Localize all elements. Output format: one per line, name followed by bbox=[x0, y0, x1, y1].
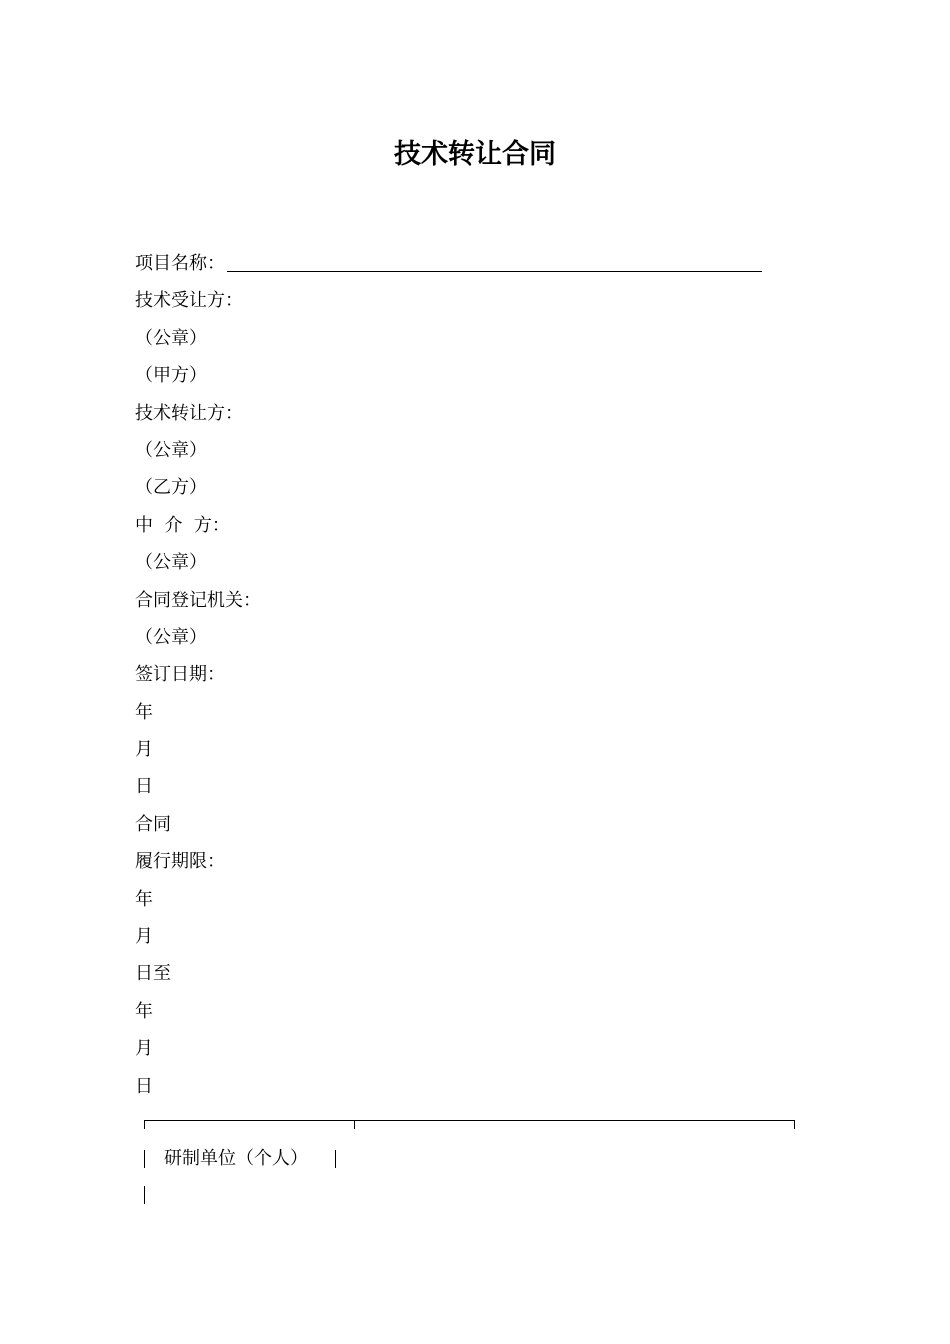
field-party-b: （乙方） bbox=[135, 477, 207, 499]
field-intermediary: 中 介 方： bbox=[135, 514, 230, 536]
field-month: 月 bbox=[135, 739, 153, 761]
field-registration-authority: 合同登记机关： bbox=[135, 589, 261, 611]
document-title: 技术转让合同 bbox=[394, 139, 556, 170]
table-corner-right bbox=[794, 1120, 795, 1129]
field-month: 月 bbox=[135, 1038, 153, 1060]
table-cell-developer: 研制单位（个人） bbox=[164, 1148, 308, 1169]
table-corner-left bbox=[144, 1120, 145, 1129]
field-year: 年 bbox=[135, 1000, 153, 1022]
table-cell-divider bbox=[335, 1150, 336, 1168]
project-name-blank bbox=[227, 249, 762, 272]
field-day: 日 bbox=[135, 1075, 153, 1097]
field-transferor: 技术转让方： bbox=[135, 402, 243, 424]
field-party-a: （甲方） bbox=[135, 365, 207, 387]
field-day-to: 日至 bbox=[135, 963, 171, 985]
field-seal: （公章） bbox=[135, 439, 207, 461]
field-signing-date: 签订日期： bbox=[135, 664, 225, 686]
field-seal: （公章） bbox=[135, 327, 207, 349]
field-contract: 合同 bbox=[135, 813, 171, 835]
field-year: 年 bbox=[135, 888, 153, 910]
field-transferee: 技术受让方： bbox=[135, 290, 243, 312]
field-day: 日 bbox=[135, 776, 153, 798]
table-left-border bbox=[144, 1150, 145, 1168]
field-month: 月 bbox=[135, 926, 153, 948]
contract-fields bbox=[135, 245, 762, 1105]
field-seal: （公章） bbox=[135, 552, 207, 574]
field-seal: （公章） bbox=[135, 626, 207, 648]
field-year: 年 bbox=[135, 701, 153, 723]
field-project-name bbox=[135, 245, 762, 282]
table-top-border bbox=[144, 1120, 795, 1121]
table-left-border bbox=[144, 1186, 145, 1204]
field-performance-period: 履行期限： bbox=[135, 851, 225, 873]
table-column-divider bbox=[354, 1120, 355, 1129]
field-label: 项目名称： bbox=[135, 253, 225, 274]
